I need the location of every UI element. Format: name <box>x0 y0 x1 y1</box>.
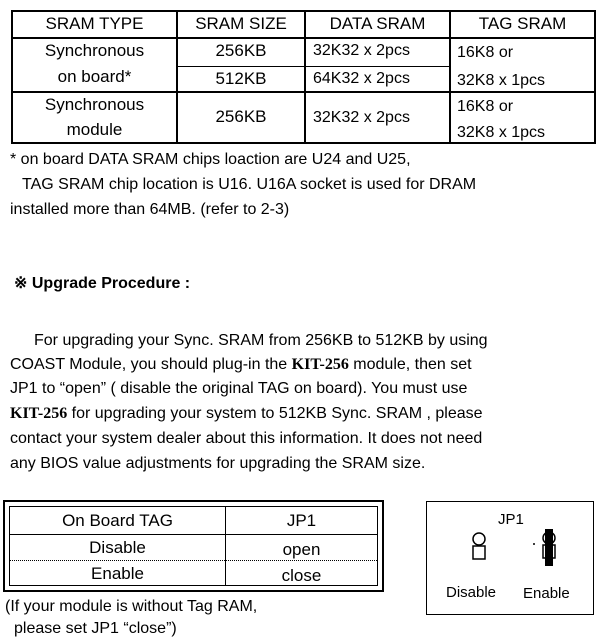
row2-type-line1: Synchronous <box>44 95 145 114</box>
para-line-6: any BIOS value adjustments for upgrading the SRAM size. <box>10 455 426 472</box>
jp-row-enable-value: close <box>281 566 322 585</box>
para-line-2b: module, then set <box>348 356 472 373</box>
jumper-diagram <box>426 501 594 615</box>
jumper-diagram-title: JP1 <box>498 511 524 528</box>
upgrade-heading-text: Upgrade Procedure : <box>31 275 191 292</box>
row1-data-1: 32K32 x 2pcs <box>313 42 410 59</box>
row2-size: 256KB <box>215 107 267 126</box>
jp-row-disable: Disable <box>89 538 146 557</box>
reference-mark-symbol: ※ <box>14 275 28 292</box>
row2-tag-1: 16K8 or <box>457 98 514 115</box>
jp-row-enable: Enable <box>91 564 144 583</box>
row2-tag-2: 32K8 x 1pcs <box>457 124 546 141</box>
jumper-enable-label: Enable <box>523 585 570 602</box>
para-line-1: For upgrading your Sync. SRAM from 256KB to 512KB by using <box>34 332 488 349</box>
row1-tag-2: 32K8 x 1pcs <box>457 72 546 89</box>
row1-size-512: 512KB <box>215 69 267 88</box>
footnote-line-1: (If your module is without Tag RAM, <box>5 598 258 615</box>
header-data-sram: DATA SRAM <box>329 14 426 33</box>
jp-header-onboard-tag: On Board TAG <box>62 511 173 530</box>
jumper-closed-icon <box>533 529 555 566</box>
row1-data-2: 64K32 x 2pcs <box>313 70 410 87</box>
kit-256-product: KIT-256 <box>10 405 68 422</box>
para-line-2 <box>10 354 472 376</box>
note-line-3: installed more than 64MB. (refer to 2-3) <box>10 201 290 218</box>
footnote-line-2: please set JP1 “close”) <box>14 620 177 637</box>
header-sram-size: SRAM SIZE <box>195 14 287 33</box>
para-line-5: contact your system dealer about this information. It does not need <box>10 430 483 447</box>
upgrade-heading <box>14 273 190 293</box>
row1-type-line2: on board* <box>57 67 132 86</box>
row2-data: 32K32 x 2pcs <box>313 109 410 126</box>
para-line-4b: for upgrading your system to 512KB Sync. SRAM , please <box>67 405 483 422</box>
jumper-disable-label: Disable <box>446 584 497 601</box>
jp-header-jp1: JP1 <box>286 511 317 530</box>
jp-row-disable-value: open <box>282 540 321 559</box>
note-line-2: TAG SRAM chip location is U16. U16A socket is used for DRAM <box>22 176 477 193</box>
para-line-4 <box>10 403 483 425</box>
row1-tag-1: 16K8 or <box>457 44 514 61</box>
sram-table <box>11 10 597 144</box>
kit-256-product: KIT-256 <box>291 356 349 373</box>
row2-type-line2: module <box>66 120 123 139</box>
header-sram-type: SRAM TYPE <box>45 14 144 33</box>
row1-type-line1: Synchronous <box>44 41 145 60</box>
para-line-3: JP1 to “open” ( disable the original TAG on board). You must use <box>10 380 468 397</box>
row1-size-256: 256KB <box>215 41 267 60</box>
jp1-setting-table <box>3 500 384 592</box>
note-line-1: * on board DATA SRAM chips loaction are U24 and U25, <box>10 151 411 168</box>
para-line-2a: COAST Module, you should plug-in the <box>10 356 292 373</box>
header-tag-sram: TAG SRAM <box>478 14 567 33</box>
jumper-open-icon <box>473 533 485 559</box>
